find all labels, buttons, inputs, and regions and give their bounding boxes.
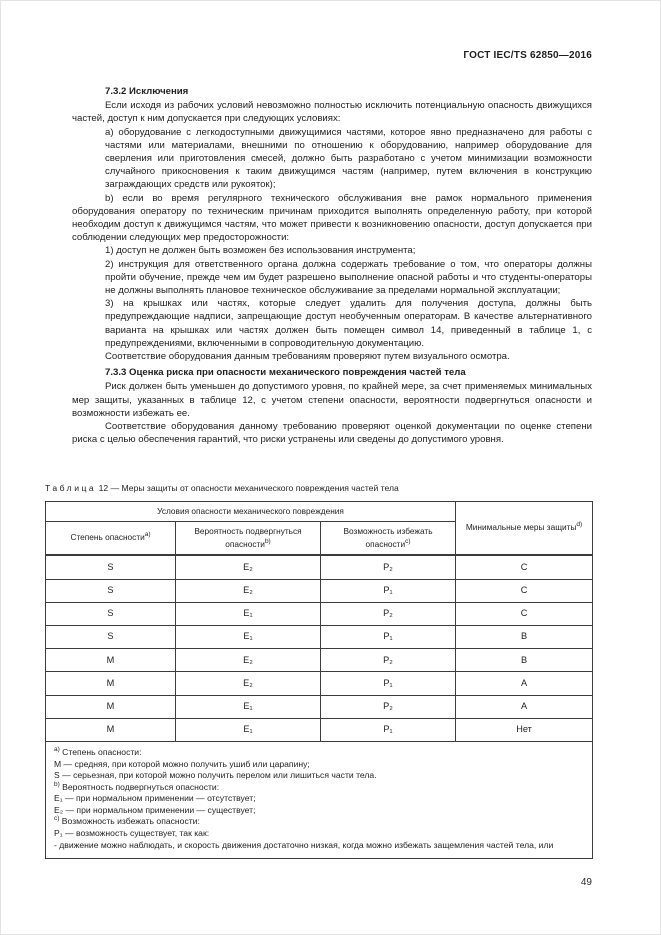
table-caption — [45, 482, 592, 495]
column-header-label: Минимальные меры защиты — [465, 522, 577, 533]
column-header-severity — [46, 521, 176, 555]
column-header-exposure — [176, 521, 321, 555]
table-cell: S — [46, 602, 176, 625]
footnote-text: E₁ — при нормальном применении — отсутствует; — [54, 793, 256, 804]
table-header-row-group — [46, 501, 593, 521]
section-heading-733: 7.3.3 Оценка риска при опасности механического повреждения частей тела — [105, 367, 466, 379]
table-cell: P₁ — [321, 718, 456, 741]
footnote-line — [54, 782, 584, 794]
footnote-text: Степень опасности: — [59, 746, 142, 757]
table-cell: P₂ — [321, 649, 456, 672]
table-cell: M — [46, 718, 176, 741]
footnote-text: P₁ — возможность существует, так как: — [54, 828, 210, 839]
group-header-hazard-conditions: Условия опасности механического повреждения — [46, 501, 456, 521]
table-cell: P₂ — [321, 695, 456, 718]
table-cell: S — [46, 555, 176, 579]
footnote-text: E₂ — при нормальном применении — существует; — [54, 804, 256, 815]
table-cell: E₁ — [176, 602, 321, 625]
footnote-line — [54, 816, 584, 828]
table-cell: C — [456, 602, 593, 625]
table-row — [46, 555, 593, 579]
table-cell: E₂ — [176, 579, 321, 602]
table-cell: M — [46, 672, 176, 695]
list-item-1: 1) доступ не должен быть возможен без использования инструмента; — [105, 245, 416, 257]
table-cell: E₂ — [176, 555, 321, 579]
column-header-label: Степень опасности — [70, 532, 145, 543]
table-caption-word: Таблица — [45, 483, 97, 494]
table-cell: Нет — [456, 718, 593, 741]
footnote-line — [54, 805, 584, 817]
table-cell: E₂ — [176, 672, 321, 695]
table-row — [46, 649, 593, 672]
footnote-text: S — серьезная, при которой можно получить перелом или лишиться части тела. — [54, 770, 377, 781]
column-header-label: Вероятность подвергнуться опасности — [194, 525, 302, 550]
footnote-ref-d: d) — [576, 521, 583, 529]
table-row — [46, 695, 593, 718]
table-caption-number: 12 — [98, 483, 109, 494]
footnote-line — [54, 759, 584, 771]
table-cell: E₁ — [176, 695, 321, 718]
list-item-2: 2) инструкция для ответственного органа должна содержать требование о том, что операторы должны пройти обучение, прежде чем им будет разрешено выполнение опасной работы и что студенты-операторы не должны выполнять плановое техническое обслуживание за пределами нормальной эксплуатации; — [105, 258, 592, 297]
footnote-text: - движение можно наблюдать, и скорость движения достаточно низкая, когда можно избежать защемления частей тела, или — [54, 839, 554, 850]
page-number: 49 — [580, 877, 592, 888]
table-row — [46, 602, 593, 625]
table-cell: M — [46, 695, 176, 718]
table-cell: P₁ — [321, 672, 456, 695]
footnote-line — [54, 793, 584, 805]
table-footnotes-cell — [46, 741, 593, 858]
table-row — [46, 579, 593, 602]
table-cell: B — [456, 649, 593, 672]
footnote-line — [54, 770, 584, 782]
section-heading-732: 7.3.2 Исключения — [105, 86, 189, 97]
table-cell: S — [46, 625, 176, 648]
footnote-line — [54, 840, 584, 852]
footnote-line — [54, 828, 584, 840]
footnote-ref-c: c) — [405, 538, 411, 546]
footnote-text: Вероятность подвергнуться опасности: — [59, 781, 220, 792]
footnote-marker: c) — [54, 815, 60, 823]
paragraph: Риск должен быть уменьшен до допустимого уровня, по крайней мере, за счет применяемых минимальных мер защиты, указанных в таблице 12, с учетом степени опасности, вероятности подвергнуться опасности и возможности избежать ее. — [72, 381, 592, 419]
footnote-text: Возможность избежать опасности: — [59, 816, 200, 827]
table-cell: P₂ — [321, 555, 456, 579]
list-item-3: 3) на крышках или частях, которые следует удалить для получения доступа, должны быть предупреждающие надписи, запрещающие доступ необученным операторам. В качестве альтернативного варианта на крышках или частях должен быть помещен символ 14, приведенный в таблице 1, с предупреждениями, включенными в сопроводительную документацию. — [105, 298, 592, 349]
table-cell: P₁ — [321, 579, 456, 602]
table-cell: P₁ — [321, 625, 456, 648]
table-cell: B — [456, 625, 593, 648]
table-cell: E₂ — [176, 649, 321, 672]
table-cell: A — [456, 695, 593, 718]
paragraph: Соответствие оборудования данному требованию проверяют оценкой документации по оценке степени риска с целью обеспечения гарантий, что риски устранены или сведены до допустимого уровня. — [72, 421, 592, 446]
footnote-ref-a: a) — [144, 531, 151, 539]
table-caption-text: — Меры защиты от опасности механического повреждения частей тела — [110, 483, 399, 494]
table-cell: S — [46, 579, 176, 602]
document-body — [45, 82, 592, 859]
table-row — [46, 625, 593, 648]
footnote-text: M — средняя, при которой можно получить ушиб или царапину; — [54, 758, 310, 769]
table-12-block — [45, 482, 592, 859]
list-item-b: b) если во время регулярного технического обслуживания вне рамок нормального применения оборудования оператору по техническим причинам приходится выполнять определенную работу, при которой необходим доступ к движущимся частям, что может привести к возникновению опасности, доступ допускается при соблюдении следующих мер предосторожности: — [72, 192, 592, 244]
table-footnotes-row — [46, 741, 593, 858]
list-item-a: a) оборудование с легкодоступными движущимися частями, которое явно предназначено для работы с частями или материалами, внешними по отношению к оборудованию, например оборудование для сверления или приготовления смесей, должно быть разработано с учетом минимизации возможности случайного прикосновения к таким движущимся частям (например, путем включения в конструкцию заграждающих средств или рукояток); — [105, 126, 592, 191]
footnote-ref-b: b) — [264, 538, 271, 546]
column-header-min-measures — [456, 501, 593, 555]
table-cell: E₁ — [176, 625, 321, 648]
table-cell: A — [456, 672, 593, 695]
table-row — [46, 718, 593, 741]
paragraph: Соответствие оборудования данным требованиям проверяют путем визуального осмотра. — [105, 351, 510, 363]
table-cell: E₁ — [176, 718, 321, 741]
column-header-label: Возможность избежать опасности — [343, 525, 433, 550]
document-header: ГОСТ IEC/TS 62850—2016 — [463, 50, 592, 61]
column-header-avoidance — [321, 521, 456, 555]
paragraph: Если исходя из рабочих условий невозможно полностью исключить потенциальную опасность движущихся частей, доступ к ним допускается при следующих условиях: — [72, 100, 592, 125]
table-cell: M — [46, 649, 176, 672]
footnote-marker: a) — [54, 746, 60, 754]
footnote-marker: b) — [54, 780, 60, 788]
table-cell: C — [456, 579, 593, 602]
footnote-line — [54, 747, 584, 759]
risk-protection-table — [45, 501, 593, 860]
table-row — [46, 672, 593, 695]
table-cell: C — [456, 555, 593, 579]
table-cell: P₂ — [321, 602, 456, 625]
